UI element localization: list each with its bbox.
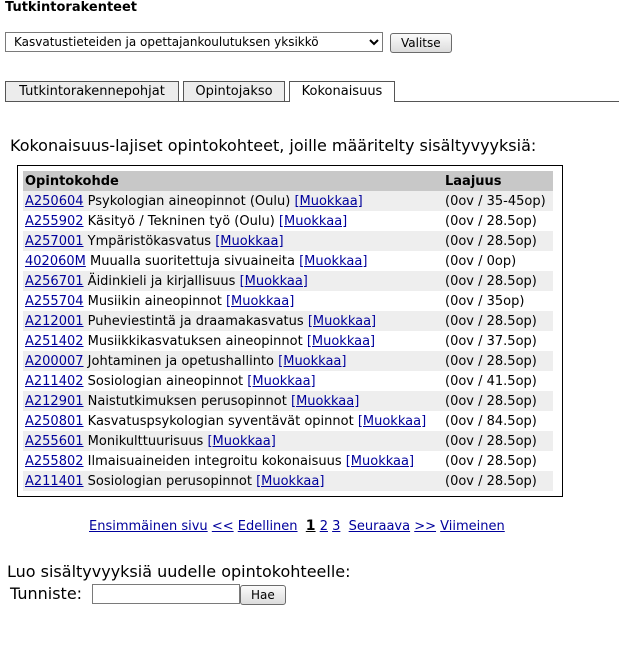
opintokohde-name: Psykologian aineopinnot (Oulu) <box>87 193 291 209</box>
muokkaa-link[interactable]: [Muokkaa] <box>256 473 325 489</box>
opintokohde-name: Käsityö / Tekninen työ (Oulu) <box>87 213 275 229</box>
last-page-link[interactable]: Viimeinen <box>440 519 505 534</box>
muokkaa-link[interactable]: [Muokkaa] <box>225 293 295 309</box>
opintokohde-code-link[interactable]: A250604 <box>25 193 84 209</box>
next-page-link[interactable]: Seuraava <box>348 519 411 534</box>
muokkaa-link[interactable]: [Muokkaa] <box>278 213 348 229</box>
laajuus-cell: (0ov / 28.5op) <box>445 213 537 229</box>
opintokohde-code-link[interactable]: A255902 <box>25 213 84 229</box>
unit-select-row <box>5 31 383 52</box>
opintokohde-cell <box>23 251 443 271</box>
muokkaa-link[interactable]: [Muokkaa] <box>306 333 376 349</box>
unit-select[interactable] <box>5 32 383 52</box>
muokkaa-link[interactable]: [Muokkaa] <box>291 393 360 409</box>
table-row <box>23 211 553 231</box>
table-row <box>23 471 553 491</box>
opintokohde-cell <box>23 351 443 371</box>
opintokohde-code-link[interactable]: 402060M <box>25 253 86 269</box>
page-title: Tutkintorakenteet <box>5 0 138 15</box>
page-1-current: 1 <box>305 518 316 534</box>
tab-bar <box>5 81 619 102</box>
pagination <box>89 518 505 534</box>
muokkaa-link[interactable]: [Muokkaa] <box>278 353 347 369</box>
laajuus-cell: (0ov / 35op) <box>445 293 525 309</box>
opintokohde-code-link[interactable]: A255601 <box>25 433 84 449</box>
valitse-button[interactable]: Valitse <box>390 33 452 53</box>
opintokohde-code-link[interactable]: A255802 <box>25 453 84 469</box>
muokkaa-link[interactable]: [Muokkaa] <box>357 413 427 429</box>
opintokohde-name: Monikulttuurisuus <box>87 433 204 449</box>
opintokohde-name: Musiikin aineopinnot <box>87 293 222 309</box>
opintokohde-cell <box>23 271 443 291</box>
muokkaa-link[interactable]: [Muokkaa] <box>345 453 415 469</box>
opintokohde-code-link[interactable]: A251402 <box>25 333 84 349</box>
opintokohde-code-link[interactable]: A250801 <box>25 413 84 429</box>
table-row <box>23 351 553 371</box>
create-heading: Luo sisältyvyyksiä uudelle opintokohteelle: <box>7 562 351 581</box>
opintokohde-cell <box>23 431 443 451</box>
tab-opintojakso[interactable]: Opintojakso <box>183 81 285 101</box>
table-row <box>23 391 553 411</box>
table-body <box>23 191 553 491</box>
hae-button[interactable]: Hae <box>240 585 286 605</box>
table-row <box>23 451 553 471</box>
laajuus-cell: (0ov / 84.5op) <box>445 413 537 429</box>
opintokohde-code-link[interactable]: A212901 <box>25 393 84 409</box>
table-row <box>23 431 553 451</box>
first-page-link[interactable]: Ensimmäinen sivu <box>89 519 208 534</box>
section-heading: Kokonaisuus-lajiset opintokohteet, joille määritelty sisältyvyyksiä: <box>10 136 537 155</box>
page-2-link[interactable]: 2 <box>319 519 328 534</box>
muokkaa-link[interactable]: [Muokkaa] <box>239 273 308 289</box>
column-header-laajuus: Laajuus <box>443 171 553 191</box>
opintokohde-cell <box>23 211 443 231</box>
opintokohde-name: Muualla suoritettuja sivuaineita <box>89 253 295 269</box>
laajuus-cell: (0ov / 28.5op) <box>443 351 553 371</box>
table-row <box>23 231 553 251</box>
opintokohde-cell <box>23 451 443 471</box>
table-row <box>23 191 553 211</box>
laajuus-cell: (0ov / 28.5op) <box>443 311 553 331</box>
muokkaa-link[interactable]: [Muokkaa] <box>307 313 377 329</box>
tunniste-label: Tunniste: <box>10 584 83 603</box>
page-3-link[interactable]: 3 <box>332 519 341 534</box>
opintokohde-code-link[interactable]: A255704 <box>25 293 84 309</box>
opintokohde-name: Sosiologian aineopinnot <box>87 373 244 389</box>
opintokohde-cell <box>23 331 443 351</box>
table-header-row <box>23 171 553 191</box>
opintokohde-cell <box>23 471 443 491</box>
laajuus-cell: (0ov / 28.5op) <box>443 231 553 251</box>
opintokohde-name: Musiikkikasvatuksen aineopinnot <box>87 333 303 349</box>
opintokohde-name: Naistutkimuksen perusopinnot <box>87 393 287 409</box>
opintokohde-cell <box>23 231 443 251</box>
opintokohde-name: Kasvatuspsykologian syventävät opinnot <box>87 413 354 429</box>
results-table <box>23 171 553 491</box>
table-row <box>23 271 553 291</box>
muokkaa-link[interactable]: [Muokkaa] <box>299 253 368 269</box>
opintokohde-code-link[interactable]: A257001 <box>25 233 84 249</box>
muokkaa-link[interactable]: [Muokkaa] <box>247 373 316 389</box>
opintokohde-code-link[interactable]: A211402 <box>25 373 84 389</box>
table-row <box>23 311 553 331</box>
opintokohde-name: Ympäristökasvatus <box>87 233 212 249</box>
opintokohde-cell <box>23 191 443 211</box>
results-table-container <box>17 165 563 497</box>
laajuus-cell: (0ov / 35-45op) <box>443 191 553 211</box>
opintokohde-cell <box>23 291 443 311</box>
muokkaa-link[interactable]: [Muokkaa] <box>215 233 284 249</box>
table-row <box>23 371 553 391</box>
laajuus-cell: (0ov / 28.5op) <box>443 471 553 491</box>
laajuus-cell: (0ov / 41.5op) <box>445 373 537 389</box>
opintokohde-code-link[interactable]: A256701 <box>25 273 84 289</box>
opintokohde-name: Puheviestintä ja draamakasvatus <box>87 313 304 329</box>
prev-page-link[interactable]: Edellinen <box>237 519 298 534</box>
laajuus-cell: (0ov / 28.5op) <box>443 431 553 451</box>
opintokohde-cell <box>23 371 443 391</box>
tunniste-input[interactable] <box>92 584 240 604</box>
laajuus-cell: (0ov / 0op) <box>445 253 517 269</box>
opintokohde-name: Sosiologian perusopinnot <box>87 473 252 489</box>
opintokohde-cell <box>23 311 443 331</box>
opintokohde-code-link[interactable]: A211401 <box>25 473 84 489</box>
prev-symbol-link[interactable]: << <box>211 519 234 534</box>
opintokohde-name: Äidinkieli ja kirjallisuus <box>87 273 236 289</box>
table-row <box>23 291 553 311</box>
table-row <box>23 411 553 431</box>
muokkaa-link[interactable]: [Muokkaa] <box>207 433 276 449</box>
next-symbol-link[interactable]: >> <box>414 519 437 534</box>
laajuus-cell: (0ov / 28.5op) <box>443 271 553 291</box>
opintokohde-cell <box>23 391 443 411</box>
muokkaa-link[interactable]: [Muokkaa] <box>294 193 363 209</box>
table-row <box>23 331 553 351</box>
opintokohde-name: Johtaminen ja opetushallinto <box>87 353 275 369</box>
opintokohde-cell <box>23 411 443 431</box>
column-header-opintokohde: Opintokohde <box>23 171 443 191</box>
opintokohde-name: Ilmaisuaineiden integroitu kokonaisuus <box>87 453 342 469</box>
laajuus-cell: (0ov / 28.5op) <box>443 391 553 411</box>
opintokohde-code-link[interactable]: A212001 <box>25 313 84 329</box>
table-row <box>23 251 553 271</box>
opintokohde-code-link[interactable]: A200007 <box>25 353 84 369</box>
tab-tutkintorakennepohjat[interactable]: Tutkintorakennepohjat <box>5 81 179 101</box>
laajuus-cell: (0ov / 37.5op) <box>445 333 537 349</box>
laajuus-cell: (0ov / 28.5op) <box>445 453 537 469</box>
tab-kokonaisuus[interactable]: Kokonaisuus <box>289 81 395 102</box>
